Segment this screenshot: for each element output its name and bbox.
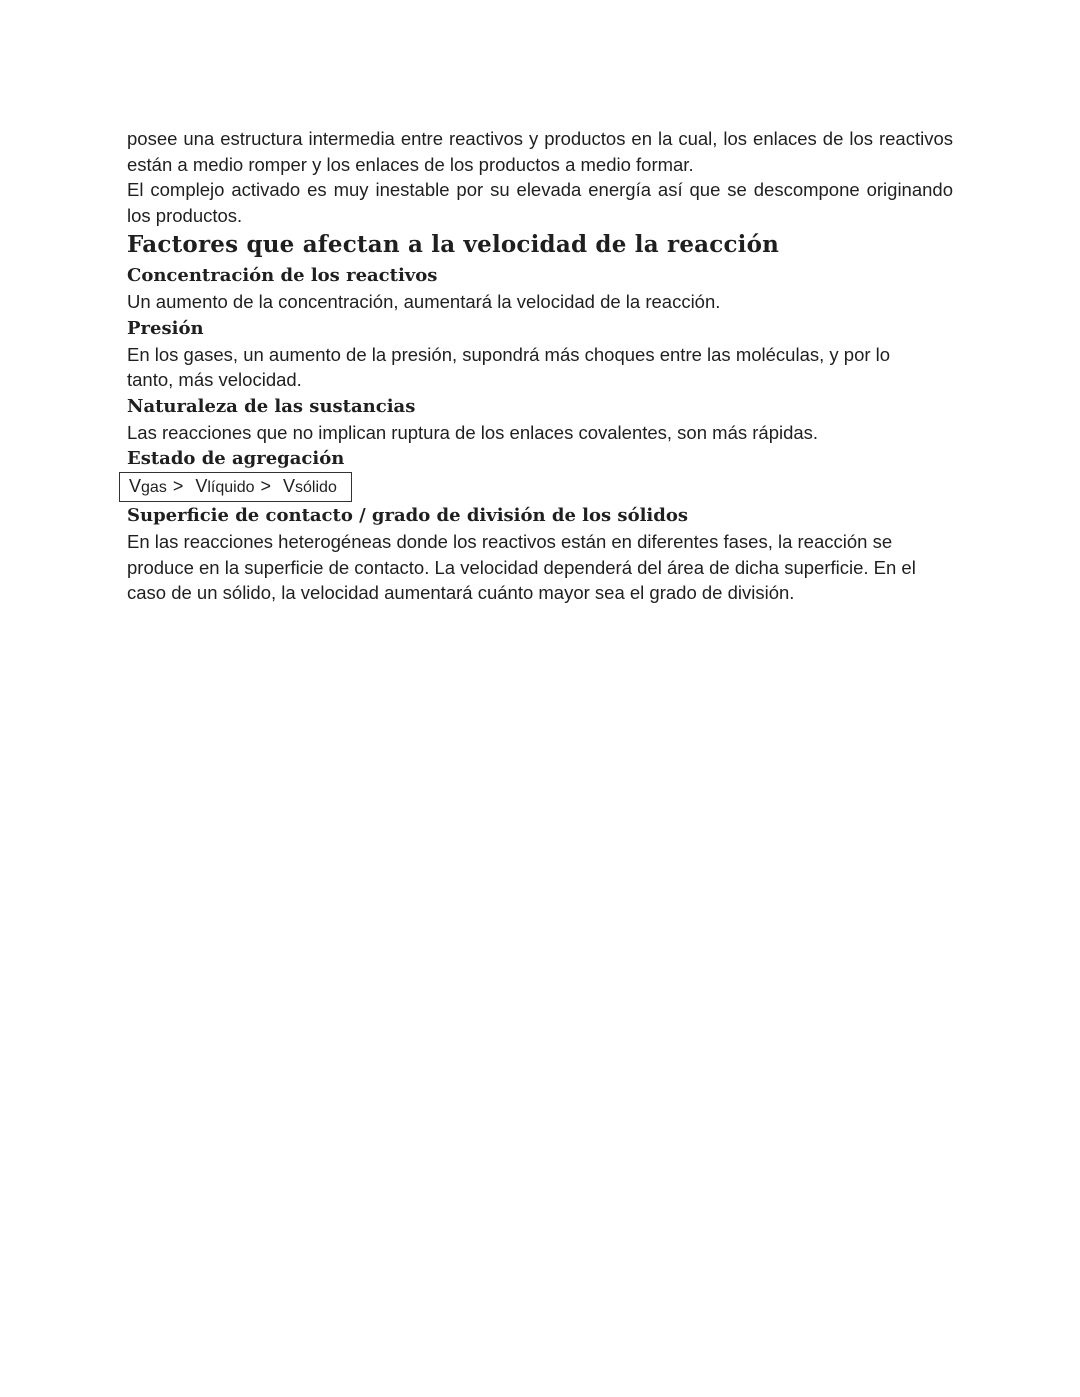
factor-heading-pressure: Presión (127, 317, 204, 339)
factor-text-pressure: En los gases, un aumento de la presión, supondrá más choques entre las moléculas, y por lo tanto, más velocidad. (127, 343, 891, 390)
formula-v-liquid-symbol: V (195, 476, 208, 496)
aggregation-formula-box (119, 472, 352, 502)
formula-v-solid-symbol: V (283, 476, 296, 496)
formula-gas-subscript: gas (141, 479, 167, 496)
intro-paragraph-1: posee una estructura intermedia entre reactivos y productos en la cual, los enlaces de los reactivos están a medio romper y los enlaces de los productos a medio formar. (127, 128, 953, 175)
formula-v-gas-symbol: V (129, 476, 142, 496)
factor-heading-surface: Superficie de contacto / grado de división de los sólidos (127, 505, 688, 526)
factor-text-surface: En las reacciones heterogéneas donde los reactivos están en diferentes fases, la reacción se produce en la superficie de contacto. La velocidad dependerá del área de dicha superficie. En el caso de un sólido, la velocidad aumentará cuánto mayor sea el grado de división. (127, 531, 916, 603)
formula-solid-subscript: sólido (295, 479, 337, 496)
section-title: Factores que afectan a la velocidad de la reacción (127, 231, 780, 258)
factor-heading-aggregation-state: Estado de agregación (127, 448, 345, 469)
formula-liquid-subscript: líquido (207, 479, 255, 496)
factor-heading-concentration: Concentración de los reactivos (127, 265, 438, 286)
factor-text-concentration: Un aumento de la concentración, aumentará la velocidad de la reacción. (127, 291, 721, 312)
factor-heading-nature: Naturaleza de las sustancias (127, 395, 416, 417)
formula-operator-2: > (260, 476, 272, 496)
factor-text-nature: Las reacciones que no implican ruptura de los enlaces covalentes, son más rápidas. (127, 421, 819, 443)
document-page (127, 126, 953, 606)
intro-paragraph-2: El complejo activado es muy inestable por su elevada energía así que se descompone originando los productos. (127, 179, 953, 226)
formula-operator-1: > (172, 476, 184, 496)
